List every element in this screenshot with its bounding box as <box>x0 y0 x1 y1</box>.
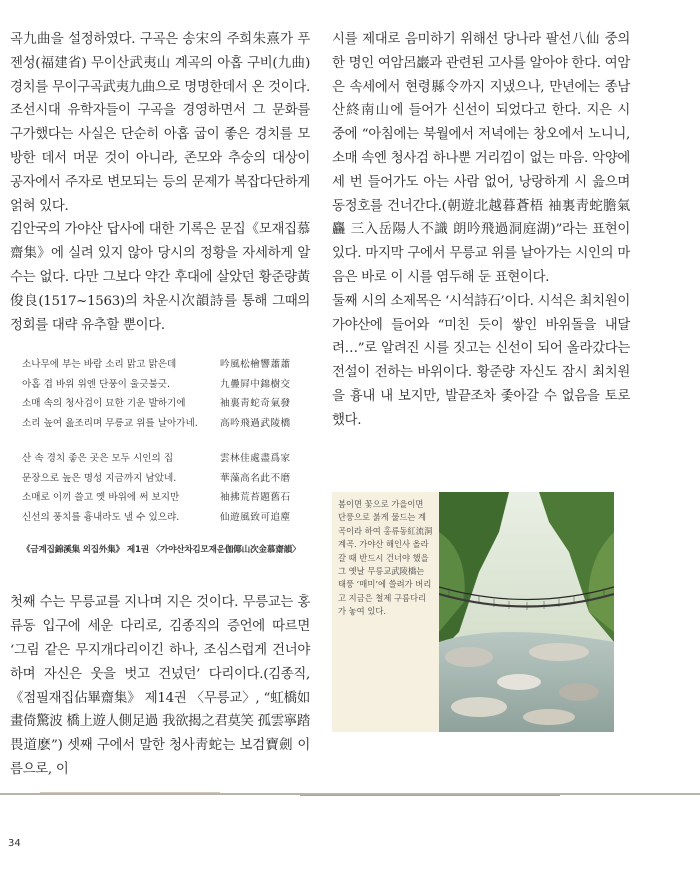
right-paragraph-1: 시를 제대로 음미하기 위해선 당나라 팔선八仙 중의 한 명인 여암呂巖과 관련된 고사를 알아야 한다. 여암은 속세에서 현령縣令까지 지냈으나, 만년에는 종남산終南山에 들어가 신선이 되었다고 한다. 지은 시 중에 “아침에는 북월에서 저녁에는 창오에서 노니니, 소매 속엔 청사검 하나뿐 거리낌이 없는 마음. 악양에 세 번 들어가도 아는 사람 없어, 낭랑하게 시 읊으며 동정호를 건너간다.(朝遊北越暮蒼梧 袖裏靑蛇膽氣麤 三入岳陽人不識 朗吟飛過洞庭湖)”라는 표현이 있다. 마지막 구에서 무릉교 위를 날아가는 시인의 마음은 바로 이 시를 염두해 둔 표현이다. <box>332 32 630 285</box>
poem-korean: 소리 높여 읊조리며 무릉교 위를 날아가네. <box>22 417 198 429</box>
left-paragraph-3: 첫째 수는 무릉교를 지나며 지은 것이다. 무릉교는 홍류동 입구에 세운 다리로, 김종직의 증언에 따르면 ‘그림 같은 무지개다리이긴 하나, 조심스럽게 건너야 하며 자신은 웃을 벗고 건넜던’ 다리이다.(김종직, 《점필재집佔畢齋集》 제14권 〈무릉교〉, “虹橋如畫倚驚波 橋上遊人側足過 我欲揭之君莫笑 孤雲寧踏畏道麽”) 셋째 구에서 말한 청사靑蛇는 보검寶劍 이름으로, 이 <box>10 595 310 777</box>
left-column <box>10 28 310 782</box>
poem-korean: 신선의 풍치를 흉내라도 낼 수 있으랴. <box>22 511 180 523</box>
poem-korean: 소매로 이끼 쓸고 옛 바위에 써 보지만 <box>22 492 180 504</box>
poem-line <box>10 508 310 528</box>
poem-korean: 소매 속의 청사검이 묘한 기운 발하기에 <box>22 398 186 410</box>
left-paragraph-2: 김안국의 가야산 답사에 대한 기록은 문집《모재집慕齋集》에 실려 있지 않아 당시의 정황을 자세하게 알 수는 없다. 다만 그보다 약간 후대에 살았던 황준량黃俊良(1517~1563)의 차운시次韻詩를 통해 그때의 정회를 대략 유추할 뿐이다. <box>10 222 310 333</box>
right-paragraph-2: 둘째 시의 소제목은 ‘시석詩石’이다. 시석은 최치원이 가야산에 들어와 “미친 듯이 쌓인 바위돌을 내달려…”로 알려진 시를 짓고는 신선이 되어 올라갔다는 전설이 전하는 바위이다. 황준량 자신도 잠시 최치원을 흉내 내 보지만, 발끝조차 좇아갈 수 없음을 토로했다. <box>332 293 630 428</box>
poem-hanja: 華藻高名此不磨 <box>220 472 291 484</box>
poem-line <box>10 488 310 508</box>
valley-bridge-photo <box>439 492 614 732</box>
poem-line <box>10 414 310 434</box>
photo-figure <box>332 492 614 732</box>
poem-line <box>10 449 310 469</box>
poem-hanja: 袖裏靑蛇奇氣發 <box>220 398 291 410</box>
poem-hanja: 仙遊風致可追塵 <box>220 511 291 523</box>
poem-hanja: 高吟飛過武陵橋 <box>220 417 291 429</box>
poem-line <box>10 394 310 414</box>
poem-line <box>10 355 310 375</box>
poem-source: 《금계집錦溪集 외집外集》 제1권 〈가야산차김모재운伽倻山次金慕齋韻〉 <box>22 545 301 556</box>
poem-korean: 소나무에 부는 바람 소리 맑고 맑은데 <box>22 359 177 371</box>
left-paragraph-1: 곡九曲을 설정하였다. 구곡은 송宋의 주희朱熹가 푸젠성(福建省) 무이산武夷山 계곡의 아홉 구비(九曲) 경치를 무이구곡武夷九曲으로 명명한데서 온 것이다. 조선시대 유학자들이 구곡을 경영하면서 그 문화를 구가했다는 사실은 단순히 아홉 굽이 좋은 경치를 모방한 데서 머문 것이 아니라, 존모와 추숭의 대상이 공자에서 주자로 변모되는 등의 문제가 복잡다단하게 얽혀 있다. <box>10 32 310 214</box>
page-number: 34 <box>8 838 21 849</box>
photo-caption: 봄이면 꽃으로 가을이면 단풍으로 붉게 물드는 계곡이라 하여 홍류동紅流洞계곡. 가야산 해인사 올라갈 때 반드시 건너야 했을 그 옛날 무릉교武陵橋는 태풍 ‘매미’에 쓸려가 버리고 지금은 철제 구름다리가 놓여 있다. <box>338 499 433 617</box>
poem-hanja: 雲林佳處盡爲家 <box>220 453 291 465</box>
right-column <box>332 28 630 433</box>
poem-hanja: 吟風松檜響蕭蕭 <box>220 359 291 371</box>
poem-korean: 문장으로 높은 명성 지금까지 남았네. <box>22 472 177 484</box>
poem-korean: 산 속 경치 좋은 곳은 모두 시인의 집 <box>22 453 174 465</box>
poem-hanja: 袖拂荒苔題舊石 <box>220 492 291 504</box>
poem-line <box>10 375 310 395</box>
poem-stanza-2 <box>10 449 310 527</box>
poem-stanza-1 <box>10 355 310 433</box>
brush-divider <box>0 790 700 798</box>
poem-korean: 아홉 겹 바위 위엔 단풍이 울긋불긋. <box>22 378 171 390</box>
poem-line <box>10 469 310 489</box>
poem-block <box>10 355 310 555</box>
poem-hanja: 九疊屛中錦樹交 <box>220 378 291 390</box>
